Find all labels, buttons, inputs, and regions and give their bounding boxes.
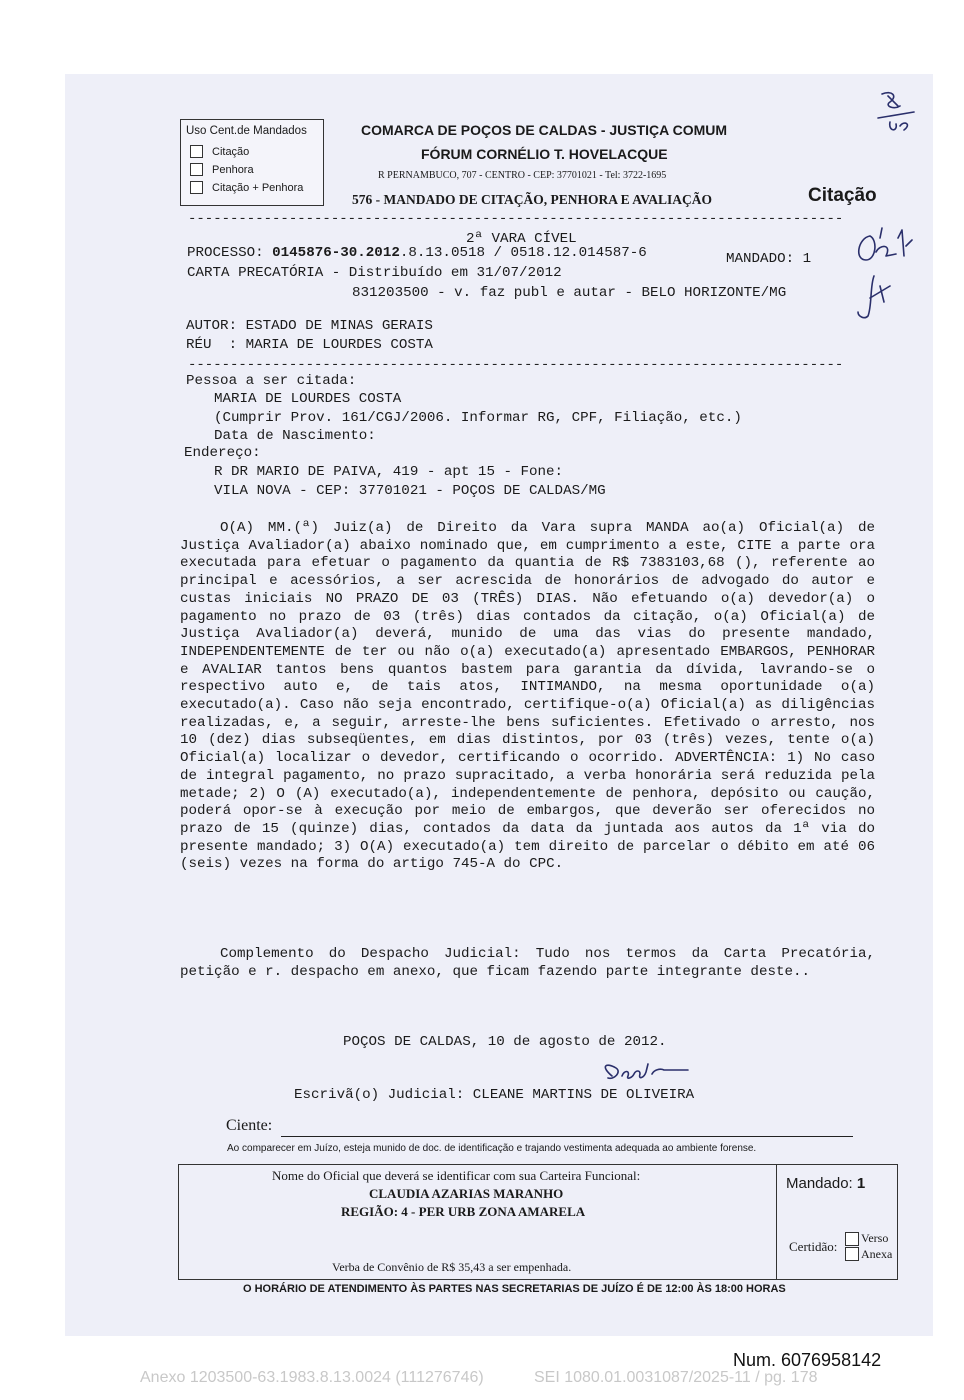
divider: ------------------------------------------------------------------------------ [188,211,844,227]
checkbox-citacao[interactable]: Citação [190,145,249,158]
document-type-label: Citação [808,185,877,206]
clerk-signature-icon [594,1058,694,1088]
cited-person-name: MARIA DE LOURDES COSTA [214,391,402,407]
forum-name: FÓRUM CORNÉLIO T. HOVELACQUE [421,146,668,162]
officer-name: CLAUDIA AZARIAS MARANHO [369,1186,564,1201]
mandado-box-label: Mandado: 1 [786,1175,866,1192]
sei-reference: SEI 1080.01.0031087/2025-11 / pg. 178 [534,1369,818,1386]
place-date: POÇOS DE CALDAS, 10 de agosto de 2012. [343,1034,667,1050]
reu: RÉU : MARIA DE LOURDES COSTA [186,337,433,353]
citation-instruction: (Cumprir Prov. 161/CGJ/2006. Informar RG, CPF, Filiação, etc.) [214,410,742,426]
checkbox-square[interactable] [190,145,203,158]
officer-region: REGIÃO: 4 - PER URB ZONA AMARELA [341,1204,586,1219]
complement-paragraph: Complemento do Despacho Judicial: Tudo nos termos da Carta Precatória, petição e r. despacho em anexo, que ficam fazendo parte integrante deste.. [180,946,875,980]
verso-checkbox[interactable] [845,1232,859,1246]
convenio-fee: Verba de Convênio de R$ 35,43 a ser empenhada. [332,1260,572,1274]
ciente-label: Ciente: [226,1117,273,1134]
officer-intro: Nome do Oficial que deverá se identificar com sua Carteira Funcional: [272,1168,641,1183]
process-line: PROCESSO: 0145876-30.2012.8.13.0518 / 0518.12.014587-6 [187,245,647,261]
ciente-notice: Ao comparecer em Juízo, esteja munido de doc. de identificação e trajando vestimenta adequada ao ambiente forense. [227,1143,757,1154]
ciente-signature-line[interactable] [281,1136,853,1137]
officer-box [178,1164,898,1280]
box-divider [776,1165,777,1279]
annex-reference: Anexo 1203500-63.1983.8.13.0024 (111276746) [140,1369,484,1386]
reference-line: 831203500 - v. faz publ e autar - BELO HORIZONTE/MG [352,285,787,301]
court-name: COMARCA DE POÇOS DE CALDAS - JUSTIÇA COMUM [361,122,728,138]
citation-label: Pessoa a ser citada: [186,373,357,389]
address-label: Endereço: [184,445,261,461]
anexa-label: Anexa [861,1247,893,1261]
checkbox-panel-title: Uso Cent.de Mandados [186,125,307,137]
carta-precatoria: CARTA PRECATÓRIA - Distribuído em 31/07/2012 [187,265,562,281]
handwritten-initials-icon [836,216,916,326]
document-type: 576 - MANDADO DE CITAÇÃO, PENHORA E AVALIAÇÃO [352,192,713,207]
address-line-2: VILA NOVA - CEP: 37701021 - POÇOS DE CALDAS/MG [214,483,606,499]
checkbox-panel [180,119,324,206]
checkbox-citacao-penhora[interactable]: Citação + Penhora [190,181,303,194]
document-number: Num. 6076958142 [733,1350,882,1370]
birth-date-label: Data de Nascimento: [214,428,376,444]
verso-label: Verso [861,1231,889,1245]
mandado-number: MANDADO: 1 [726,251,812,267]
forum-address: R PERNAMBUCO, 707 - CENTRO - CEP: 37701021 - Tel: 3722-1695 [378,170,667,181]
address-line-1: R DR MARIO DE PAIVA, 419 - apt 15 - Fone: [214,464,564,480]
divider: ------------------------------------------------------------------------------ [188,357,844,373]
clerk-name: Escrivã(o) Judicial: CLEANE MARTINS DE OLIVEIRA [294,1087,695,1103]
autor: AUTOR: ESTADO DE MINAS GERAIS [186,318,433,334]
checkbox-penhora[interactable]: Penhora [190,163,254,176]
checkbox-square[interactable] [190,181,203,194]
vara: 2ª VARA CÍVEL [466,231,577,247]
certidao-label: Certidão: [789,1239,838,1254]
mandate-paragraph: O(A) MM.(ª) Juiz(a) de Direito da Vara supra MANDA ao(a) Oficial(a) de Justiça Avaliador(a) abaixo nominado que, em cumprimento a este, CITE a parte ora executada para efetuar o pagamento da quantia de R$ 7383103,68 (), referente ao principal e acessórios, a ser acrescida de honorários de advogado do autor e custas iniciais NO PRAZO DE 03 (TRÊS) DIAS. Não efetuando o(a) devedor(a) o pagamento no prazo de 03 (três) dias contados da citação, o(a) Oficial(a) de Justiça Avaliador(a) deverá, munido de uma das vias do presente mandado, INDEPENDENTEMENTE de ter ou não o(a) executado(a) apresentado EMBARGOS, PENHORAR e AVALIAR tantos bens quantos bastem para garantia da dívida, lavrando-se o respectivo auto e, de tais atos, INTIMANDO, na mesma oportunidade o(a) executado(a). Caso não seja encontrado, certifique-o(a) Oficial(a) as diligências realizadas, e, a seguir, arreste-lhe bens suficientes. Efetivado o arresto, nos 10 (dez) dias subseqüentes, em dias distintos, por 03 (três) vezes, tente o(a) Oficial(a) localizar o devedor, certificando o ocorrido. ADVERTÊNCIA: 1) No caso de integral pagamento, no prazo supracitado, a verba honorária será reduzida pela metade; 2) O (A) executado(a), independentemente de penhora, depósito ou caução, poderá opor-se à execução por meio de embargos, que deverão ser oferecidos no prazo de 15 (quinze) dias, contados da data da juntada aos autos da 1ª via do presente mandado; 3) O(A) executado(a) tem direito de parcelar o débito em até 06 (seis) vezes na forma do artigo 745-A do CPC. [180,520,875,873]
handwritten-mark-icon [868,88,918,138]
anexa-checkbox[interactable] [845,1247,859,1261]
office-hours: O HORÁRIO DE ATENDIMENTO ÀS PARTES NAS SECRETARIAS DE JUÍZO É DE 12:00 ÀS 18:00 HORAS [243,1283,786,1295]
checkbox-square[interactable] [190,163,203,176]
